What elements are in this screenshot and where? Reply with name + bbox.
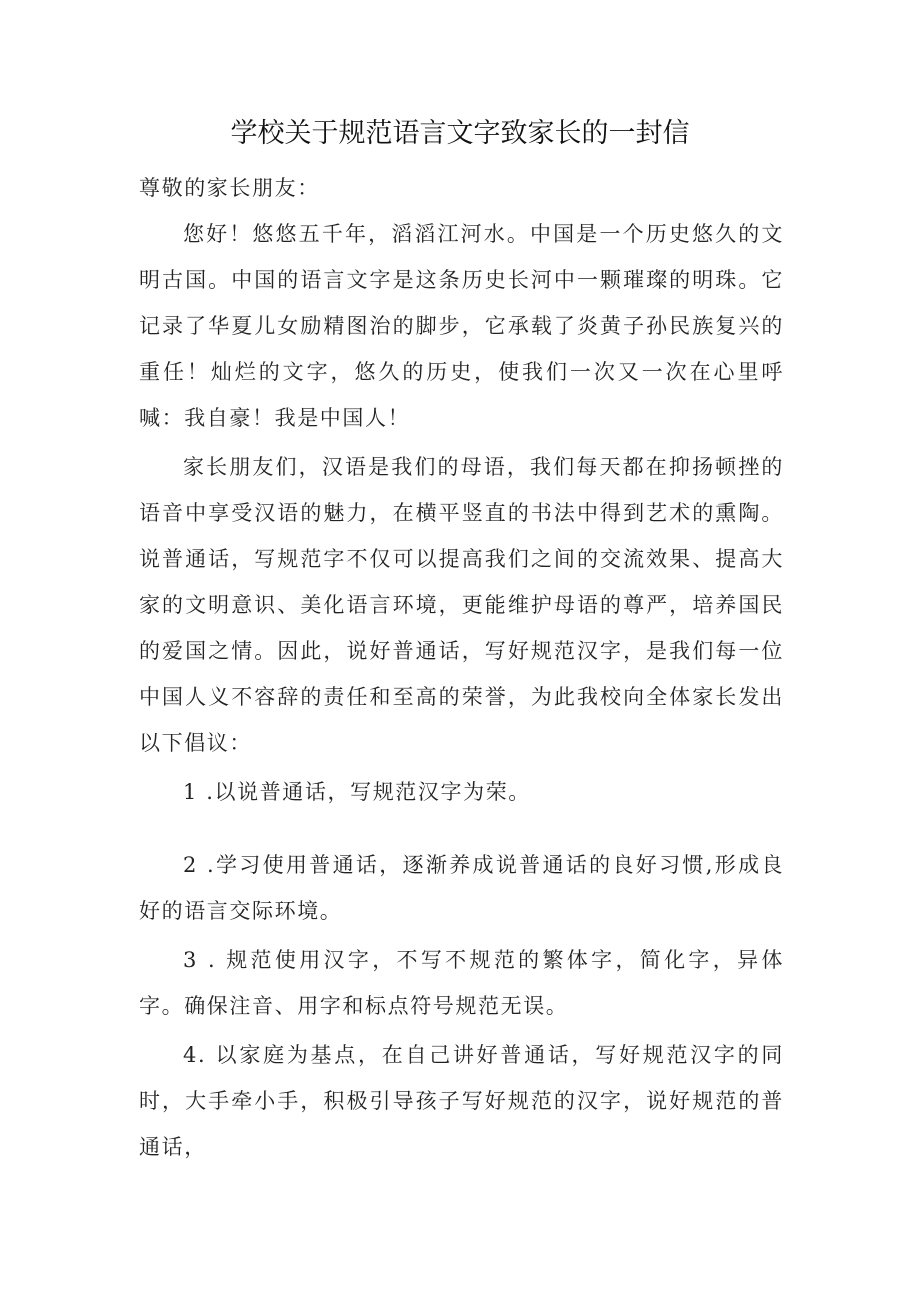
proposal-item-1: 1 .以说普通话，写规范汉字为荣。 (183, 780, 531, 804)
paragraph-proposal-intro: 家长朋友们，汉语是我们的母语，我们每天都在抑扬顿挫的语音中享受汉语的魅力，在横平竖直的书法中得到艺术的熏陶。说普通话，写规范字不仅可以提高我们之间的交流效果、提高大家的文明意识、美化语言环境，更能维护母语的尊严，培养国民的爱国之情。因此，说好普通话，写好规范汉字，是我们每一位中国人义不容辞的责任和至高的荣誉，为此我校向全体家长发出以下倡议： (139, 455, 784, 755)
document-title: 学校关于规范语言文字致家长的一封信 (230, 118, 690, 149)
paragraph-greeting: 您好！悠悠五千年，滔滔江河水。中国是一个历史悠久的文明古国。中国的语言文字是这条历史长河中一颗璀璨的明珠。它记录了华夏儿女励精图治的脚步，它承载了炎黄子孙民族复兴的重任！灿烂的文字，悠久的历史，使我们一次又一次在心里呼喊：我自豪！我是中国人！ (139, 222, 784, 430)
proposal-item-3: 3 . 规范使用汉字，不写不规范的繁体字，简化字，异体字。确保注音、用字和标点符号规范无误。 (139, 948, 784, 1018)
proposal-item-2: 2 .学习使用普通话，逐渐养成说普通话的良好习惯,形成良好的语言交际环境。 (139, 853, 784, 923)
salutation: 尊敬的家长朋友： (139, 176, 320, 200)
document-body (139, 165, 784, 1170)
proposal-item-4: 4. 以家庭为基点，在自己讲好普通话，写好规范汉字的同时，大手牵小手，积极引导孩子写好规范的汉字，说好规范的普通话， (139, 1043, 784, 1159)
